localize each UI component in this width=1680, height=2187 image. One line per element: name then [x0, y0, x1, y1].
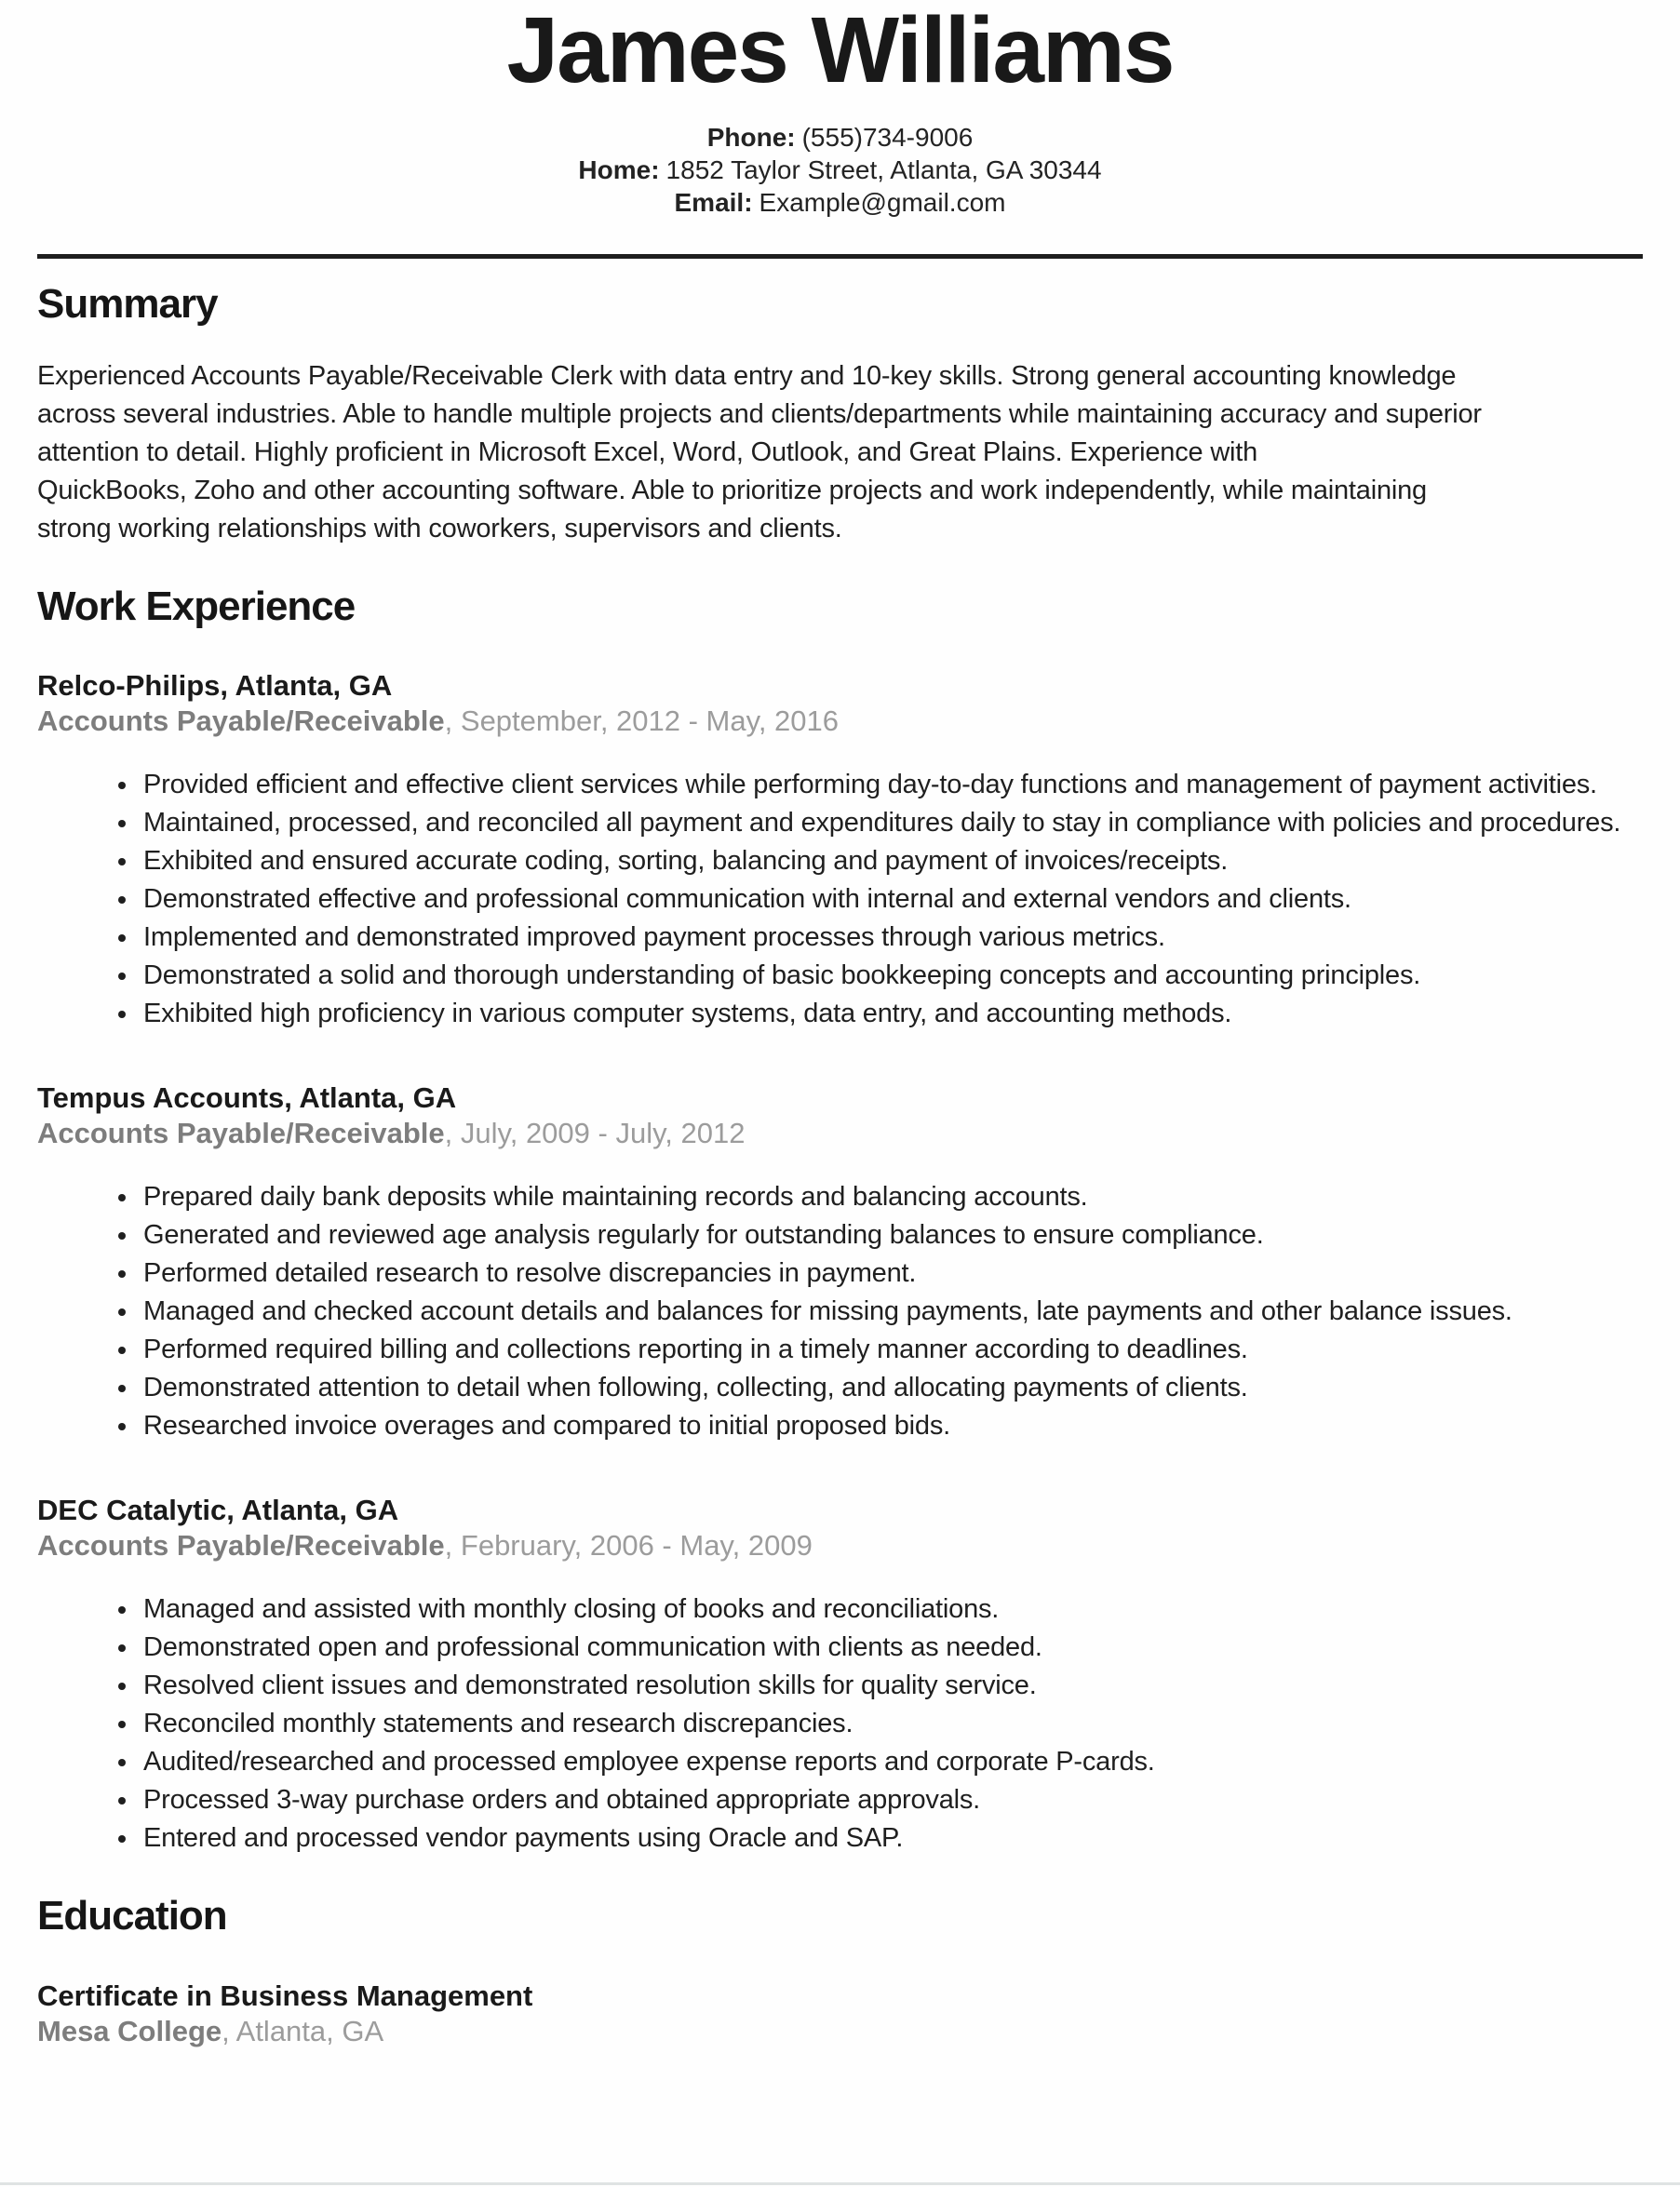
contact-email — [37, 186, 1643, 219]
education-separator: , — [222, 2014, 236, 2047]
bullet-item: • Reconciled monthly statements and research discrepancies. — [140, 1705, 1643, 1743]
bullet-item: • Researched invoice overages and compared to initial proposed bids. — [140, 1407, 1643, 1445]
job-dates: February, 2006 - May, 2009 — [460, 1529, 813, 1563]
bullet-item: • Implemented and demonstrated improved payment processes through various metrics. — [140, 919, 1643, 957]
bullet-item: • Demonstrated open and professional communication with clients as needed. — [140, 1629, 1643, 1667]
contact-phone-label: Phone: — [706, 123, 796, 152]
contact-phone-value: (555)734-9006 — [801, 123, 974, 152]
summary-line: Experienced Accounts Payable/Receivable Clerk with data entry and 10-key skills. Strong general accounting knowledge — [37, 361, 1457, 392]
section-title-education: Education — [37, 1893, 227, 1939]
page-bottom-edge — [0, 2182, 1680, 2185]
job-subline — [37, 1117, 1643, 1150]
bullet-item: • Demonstrated effective and professional communication with internal and external vendors and clients. — [140, 880, 1643, 919]
job-company: Tempus Accounts, Atlanta, GA — [37, 1081, 457, 1115]
job-dates: July, 2009 - July, 2012 — [460, 1117, 746, 1150]
bullet-item: • Entered and processed vendor payments using Oracle and SAP. — [140, 1819, 1643, 1858]
summary-line: across several industries. Able to handle multiple projects and clients/departments while maintaining accuracy and superior — [37, 399, 1482, 430]
section-title-work-experience: Work Experience — [37, 584, 356, 630]
summary-paragraph — [37, 357, 1643, 548]
contact-home-label: Home: — [578, 155, 660, 184]
job-dates: September, 2012 - May, 2016 — [460, 704, 840, 738]
contact-home-value: 1852 Taylor Street, Atlanta, GA 30344 — [665, 155, 1102, 184]
job-subline — [37, 704, 1643, 738]
bullet-item: • Managed and assisted with monthly closing of books and reconciliations. — [140, 1590, 1643, 1629]
summary-line: attention to detail. Highly proficient in Microsoft Excel, Word, Outlook, and Great Plains. Experience with — [37, 437, 1258, 468]
job-bullet-list — [37, 766, 1643, 1033]
header-divider — [37, 254, 1643, 259]
bullet-item: • Managed and checked account details and balances for missing payments, late payments and other balance issues. — [140, 1293, 1643, 1331]
contact-email-label: Email: — [674, 188, 753, 217]
bullet-item: • Exhibited high proficiency in various computer systems, data entry, and accounting methods. — [140, 995, 1643, 1033]
bullet-item: • Resolved client issues and demonstrated resolution skills for quality service. — [140, 1667, 1643, 1705]
job-company: Relco-Philips, Atlanta, GA — [37, 669, 393, 703]
job-separator: , — [444, 1529, 461, 1563]
bullet-item: • Performed detailed research to resolve discrepancies in payment. — [140, 1255, 1643, 1293]
job-separator: , — [444, 704, 461, 738]
section-title-summary: Summary — [37, 281, 218, 327]
education-location: Atlanta, GA — [235, 2014, 384, 2047]
job-company: DEC Catalytic, Atlanta, GA — [37, 1494, 399, 1527]
bullet-item: • Exhibited and ensured accurate coding, sorting, balancing and payment of invoices/receipts. — [140, 842, 1643, 880]
job-subline — [37, 1529, 1643, 1563]
bullet-item: • Audited/researched and processed employee expense reports and corporate P-cards. — [140, 1743, 1643, 1781]
bullet-item: • Demonstrated a solid and thorough understanding of basic bookkeeping concepts and accounting principles. — [140, 957, 1643, 995]
education-school-line — [37, 2015, 1643, 2048]
bullet-item: • Maintained, processed, and reconciled all payment and expenditures daily to stay in compliance with policies and procedures. — [140, 804, 1643, 842]
bullet-item: • Processed 3-way purchase orders and obtained appropriate approvals. — [140, 1781, 1643, 1819]
contact-block — [37, 121, 1643, 219]
bullet-item: • Prepared daily bank deposits while maintaining records and balancing accounts. — [140, 1178, 1643, 1216]
summary-line: QuickBooks, Zoho and other accounting software. Able to prioritize projects and work independently, while maintaining — [37, 476, 1427, 506]
person-name: James Williams — [506, 0, 1174, 102]
bullet-item: • Demonstrated attention to detail when following, collecting, and allocating payments of clients. — [140, 1369, 1643, 1407]
job-bullet-list — [37, 1590, 1643, 1858]
job-role: Accounts Payable/Receivable — [37, 1529, 445, 1563]
contact-email-value: Example@gmail.com — [759, 188, 1006, 217]
summary-line: strong working relationships with coworkers, supervisors and clients. — [37, 514, 842, 544]
bullet-item: • Generated and reviewed age analysis regularly for outstanding balances to ensure compliance. — [140, 1216, 1643, 1255]
job-bullet-list — [37, 1178, 1643, 1445]
job-role: Accounts Payable/Receivable — [37, 704, 445, 738]
contact-phone — [37, 121, 1643, 154]
bullet-item: • Provided efficient and effective client services while performing day-to-day functions and management of payment activities. — [140, 766, 1643, 804]
job-separator: , — [444, 1117, 461, 1150]
education-degree: Certificate in Business Management — [37, 1979, 533, 2012]
bullet-item: • Performed required billing and collections reporting in a timely manner according to deadlines. — [140, 1331, 1643, 1369]
contact-home — [37, 154, 1643, 186]
job-role: Accounts Payable/Receivable — [37, 1117, 445, 1150]
education-school: Mesa College — [37, 2014, 222, 2047]
